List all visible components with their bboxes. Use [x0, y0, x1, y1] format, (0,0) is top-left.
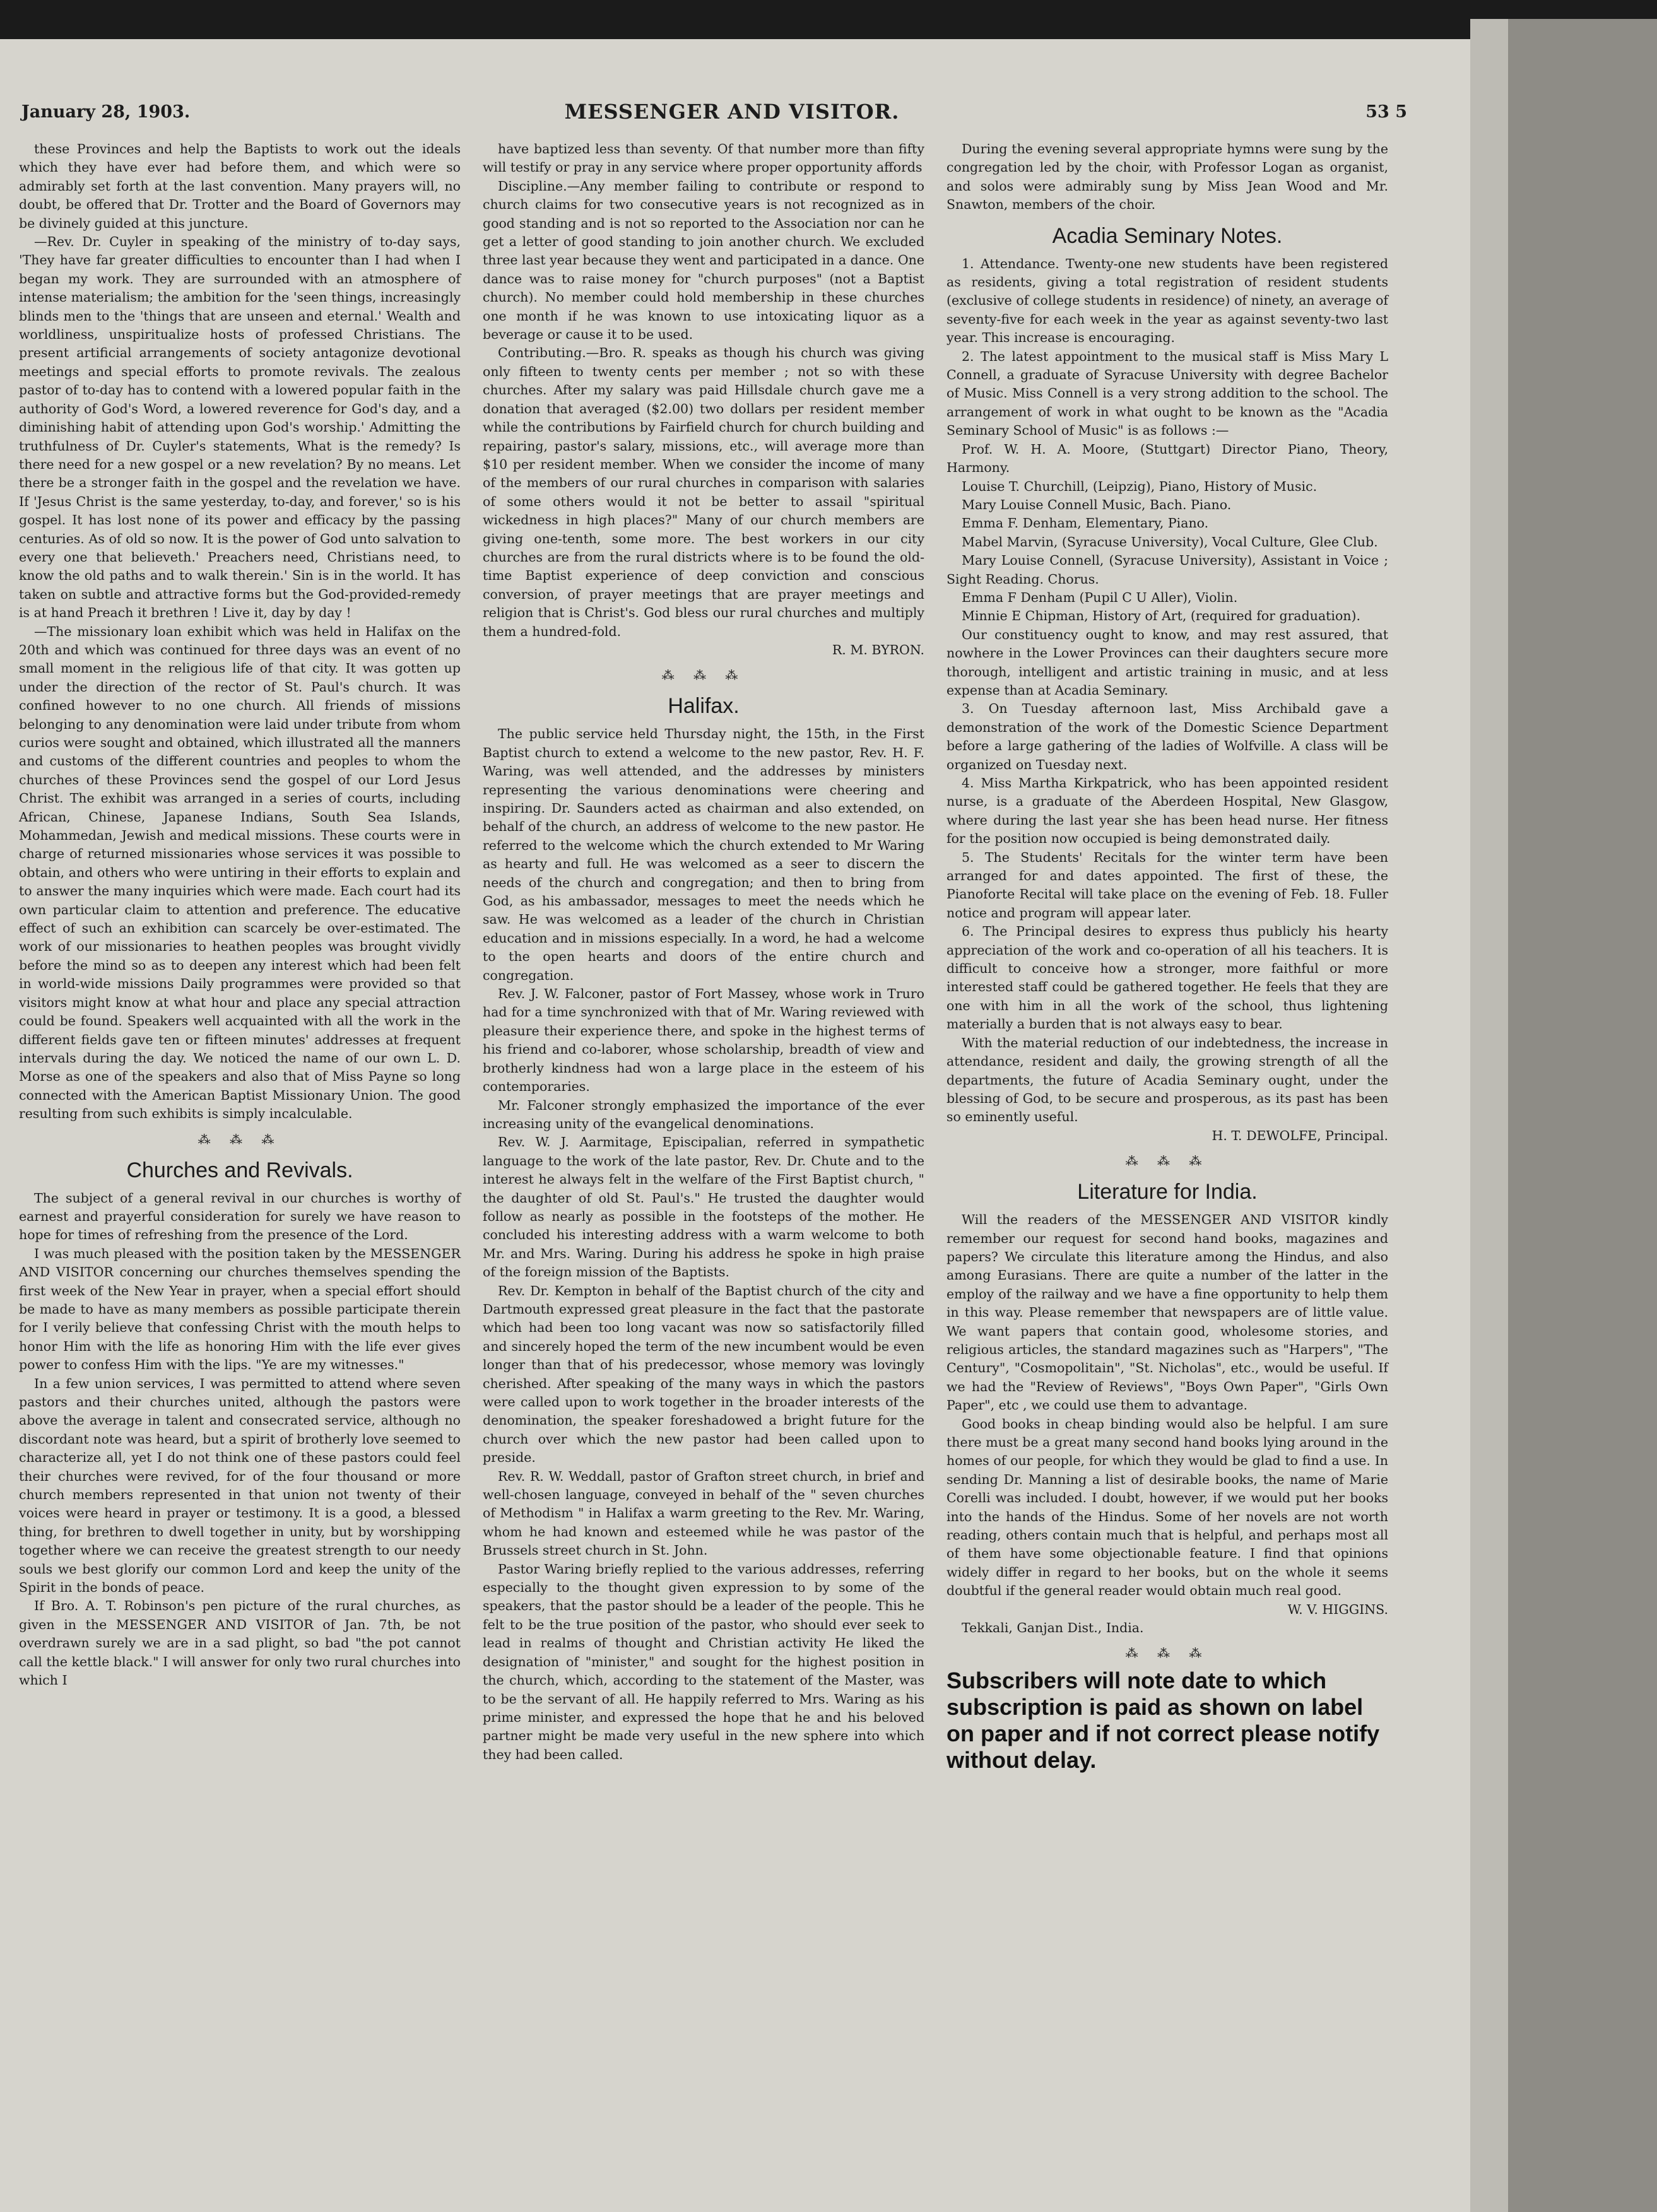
column-3 — [946, 140, 1388, 1774]
section-ornament: ⁂ ⁂ ⁂ — [1125, 1153, 1210, 1169]
paragraph: Rev. J. W. Falconer, pastor of Fort Massey, whose work in Truro had for a time synchronized with that of Mr. Waring reviewed with pleasure their experience there, and spoke in the highest terms of his friend and co-laborer, whose scholarship, breadth of view and brotherly kindness had won a large place in the esteem of his contemporaries. — [483, 986, 924, 1095]
paragraph: During the evening several appropriate hymns were sung by the congregation led by the choir, with Professor Logan as organist, and solos were admirably sung by Miss Jean Wood and Mr. Snawton, members of the choir. — [946, 141, 1388, 213]
paragraph: Contributing.—Bro. R. speaks as though his church was giving only fifteen to twenty cents per member ; not so with these churches. After my salary was paid Hillsdale church gave me a donation that averaged ($2.00) two dollars per resident member while the contributions by Fairfield church for church building and repairing, pastor's salary, missions, etc., will average more than $10 per resident member. When we consider the income of many of the members of our rural churches in comparison with salaries of some others would it not be better to assail "spiritual wickedness in high places?" Many of our church members are giving one-tenth, some more. The best workers in our city churches are from the rural districts where is to be found the old-time Baptist experience of deep conviction and conscious conversion, of prayer meetings that are prayer meetings and religion that is Christ's. God bless our rural churches and multiply them a hundred-fold. — [483, 345, 924, 639]
section-ornament: ⁂ ⁂ ⁂ — [198, 1131, 282, 1147]
staff-entry: Mabel Marvin, (Syracuse University), Vocal Culture, Glee Club. — [962, 534, 1378, 550]
page-edge — [1470, 19, 1657, 2212]
staff-entry: Prof. W. H. A. Moore, (Stuttgart) Director Piano, Theory, Harmony. — [946, 441, 1388, 476]
section-heading: Halifax. — [668, 694, 740, 719]
paragraph: 3. On Tuesday afternoon last, Miss Archibald gave a demonstration of the work of the Domestic Science Department before a large gathering of the ladies of Wolfville. A class will be organized on Tuesday next. — [946, 701, 1388, 772]
page-edge-highlight — [1470, 19, 1508, 2212]
paragraph: Rev. Dr. Kempton in behalf of the Baptist church of the city and Dartmouth expressed great pleasure in the fact that the pastorate which had been too long vacant was now so satisfactorily filled and sincerely hoped the term of the new incumbent would be even longer than that of his predecessor, whose memory was lovingly cherished. After speaking of the many ways in which the pastors were called upon to work together in the broader interests of the denomination, the speaker foreshadowed a bright future for the church over which the new pastor had been called upon to preside. — [483, 1283, 924, 1466]
paragraph: I was much pleased with the position taken by the MESSENGER AND VISITOR concerning our churches themselves spending the first week of the New Year in prayer, when a special effort should be made to have as many members as possible participate therein for I verily believe that confessing Christ with the mouth helps to honor Him with the life as honoring Him with the life ever gives power to confess Him with the lips. "Ye are my witnesses." — [19, 1245, 461, 1373]
paragraph: Mr. Falconer strongly emphasized the importance of the ever increasing unity of the evangelical denominations. — [483, 1097, 924, 1131]
section-heading: Acadia Seminary Notes. — [1052, 223, 1283, 248]
page-header — [19, 97, 1445, 135]
paragraph: 5. The Students' Recitals for the winter term have been arranged for and dates appointed. The first of these, the Pianoforte Recital will take place on the evening of Feb. 18. Fuller notice and program will appear later. — [946, 849, 1388, 921]
paragraph: Rev. W. J. Aarmitage, Episcipalian, referred in sympathetic language to the work of the late pastor, Rev. Dr. Chute and to the interest he always felt in the welfare of the First Baptist church, " the daughter of old St. Paul's." He trusted the daughter would follow as nearly as possible in the footsteps of the mother. He concluded his interesting address with a warm welcome to both Mr. and Mrs. Waring. During his address he spoke in high praise of the foreign mission of the Baptists. — [483, 1134, 924, 1280]
paragraph: Discipline.—Any member failing to contribute or respond to church claims for two consecutive years is not recognized as in good standing and is not so reported to the Association nor can he get a letter of good standing to join another church. We excluded three last year because they went and participated in a dance. One dance was to raise money for "church purposes" (not a Baptist church). No member could hold membership in these churches one month if he was known to use intoxicating liquor as a beverage or cause it to be used. — [483, 178, 924, 343]
paragraph: these Provinces and help the Baptists to work out the ideals which they have ever had before them, and which were so admirably set forth at the last convention. Many prayers will, no doubt, be offered that Dr. Trotter and the Board of Governors may be divinely guided at this juncture. — [19, 141, 461, 231]
signature: R. M. BYRON. — [832, 642, 924, 657]
paragraph: The subject of a general revival in our churches is worthy of earnest and prayerful consideration for surely we have reason to hope for times of refreshing from the presence of the Lord. — [19, 1190, 461, 1243]
staff-entry: Mary Louise Connell Music, Bach. Piano. — [962, 497, 1232, 512]
signature: W. V. HIGGINS. — [1287, 1601, 1388, 1617]
issue-date: January 28, 1903. — [21, 102, 191, 122]
paragraph: have baptized less than seventy. Of that number more than fifty will testify or pray in any service where proper opportunity affords — [483, 141, 924, 175]
paragraph: Will the readers of the MESSENGER AND VISITOR kindly remember our request for second hand books, magazines and papers? We circulate this literature among the Hindus, and also among Eurasians. There are quite a number of the latter in the employ of the railway and we have a fine opportunity to help them in this way. Please remember that newspapers are of little value. We want papers that contain good, wholesome stories, and religious articles, the standard magazines such as "Harpers", "The Century", "Cosmopolitain", "St. Nicholas", etc., would be useful. If we had the "Review of Reviews", "Boys Own Paper", "Girls Own Paper", etc , we could use them to advantage. — [946, 1212, 1388, 1413]
paragraph: —Rev. Dr. Cuyler in speaking of the ministry of to-day says, 'They have far greater difficulties to encounter than I had when I began my work. They are surrounded with an atmosphere of intense materialism; the ambition for the 'seen things, increasingly blinds men to the 'things that are unseen and eternal.' Wealth and worldliness, unspiritualize hosts of professed Christians. The present artificial arrangements of society antagonize devotional meetings and special efforts to promote revivals. The zealous pastor of to-day has to contend with a lowered popular faith in the authority of God's Word, a lowered reverence for God's day, and a diminishing habit of attending upon God's worship.' Admitting the truthfulness of Dr. Cuyler's statements, What is the remedy? Is there need for a new gospel or a new revelation? By no means. Let there be a stronger faith in the gospel and the revelation we have. If 'Jesus Christ is the same yesterday, to-day, and forever,' so is his gospel. It has lost none of its power and efficacy by the passing centuries. As of old so now. It is the power of God unto salvation to every one that believeth.' Preachers need, Christians need, to know the old paths and to walk therein.' Sin is in the world. It has taken on subtle and attractive forms but the God-provided-remedy is at hand Preach it brethren ! Live it, day by day ! — [19, 234, 461, 621]
signature: H. T. DEWOLFE, Principal. — [1212, 1127, 1388, 1143]
section-ornament: ⁂ ⁂ ⁂ — [1125, 1645, 1210, 1661]
section-heading: Churches and Revivals. — [126, 1158, 353, 1182]
paragraph: —The missionary loan exhibit which was held in Halifax on the 20th and which was continued for three days was an event of no small moment in the religious life of that city. It was gotten up under the direction of the rector of St. Paul's church. It was confined however to no one church. All friends of missions belonging to any denomination were laid under tribute from whom curios were sought and obtained, which illustrated all the manners and customs of the different countries and peoples to whom the churches of these Provinces send the gospel of our Lord Jesus Christ. The exhibit was arranged in a series of courts, including African, Chinese, Japanese Indians, South Sea Islands, Mohammedan, Jewish and medical missions. These courts were in charge of returned missionaries whose services it was possible to obtain, and others who were untiring in their efforts to explain and to answer the many inquiries which were made. Each court had its own particular claim to attention and preference. The educative effect of such an exhibition can scarcely be over-estimated. The work of our missionaries to heathen peoples was brought vividly before the mind so as to deepen any interest which had been felt in world-wide missions Daily programmes were provided so that visitors might know at what hour and place any special attraction could be found. Speakers well acquainted with all the work in the different fields gave ten or fifteen minutes' addresses at frequent intervals during the day. We noticed the name of our own L. D. Morse as one of the speakers and also that of Miss Payne so long connected with the American Baptist Missionary Union. The good resulting from such exhibits is simply incalculable. — [19, 623, 461, 1122]
paragraph: The public service held Thursday night, the 15th, in the First Baptist church to extend a welcome to the new pastor, Rev. H. F. Waring, was well attended, and the addresses by ministers representing the various denominations were cheering and inspiring. Dr. Saunders acted as chairman and also extended, on behalf of the church, an address of welcome to the new pastor. He referred to the welcome which the church extended to Mr Waring as hearty and full. He was welcomed as a seer to discern the needs of the church and congregation; and then to bring from God, as his ambassador, messages to meet the needs which he saw. He was welcomed as a leader of the church in Christian education and in missions especially. In a word, he had a welcome to the open hearts and doors of the entire church and congregation. — [483, 726, 924, 983]
staff-entry: Emma F Denham (Pupil C U Aller), Violin. — [962, 589, 1238, 605]
section-ornament: ⁂ ⁂ ⁂ — [661, 668, 746, 683]
paragraph: 4. Miss Martha Kirkpatrick, who has been appointed resident nurse, is a graduate of the Aberdeen Hospital, New Glasgow, where during the last year she has been head nurse. Her fitness for the position now occupied is being demonstrated daily. — [946, 775, 1388, 847]
dateline: Tekkali, Ganjan Dist., India. — [962, 1620, 1144, 1636]
staff-entry: Minnie E Chipman, History of Art, (required for graduation). — [962, 608, 1361, 624]
section-heading: Literature for India. — [1077, 1180, 1258, 1204]
staff-entry: Emma F. Denham, Elementary, Piano. — [962, 515, 1209, 531]
subscription-notice: Subscribers will note date to which subscription is paid as shown on label on paper and if not correct please notify without delay. — [946, 1668, 1380, 1774]
column-1 — [19, 140, 461, 1690]
paragraph: 6. The Principal desires to express thus publicly his hearty appreciation of the work and co-operation of all his teachers. It is difficult to conceive how a stronger, more faithful or more interested staff could be gathered together. He feels that they are one with him in all the work of the school, thus lightening materially a burden that is not always easy to bear. — [946, 924, 1388, 1032]
paragraph: 1. Attendance. Twenty-one new students have been registered as residents, giving a total registration of resident students (exclusive of college students in residence) of ninety, an average of seventy-five for each week in the year as against seventy-two last year. This increase is encouraging. — [946, 256, 1388, 346]
paragraph: Pastor Waring briefly replied to the various addresses, referring especially to the thought given expression to by some of the speakers, that the pastor should be a leader of the people. This he felt to be the true position of the pastor, who should ever seek to lead in realms of thought and Christian activity He liked the designation of "minister," and sought for the highest position in the church, which, according to the statement of the Master, was to be the servant of all. He happily referred to Mrs. Waring as his prime minister, and expressed the hope that he and his beloved partner might be made very useful in the new sphere into which they had been called. — [483, 1561, 924, 1762]
staff-entry: Mary Louise Connell, (Syracuse University), Assistant in Voice ; Sight Reading. Chorus. — [946, 553, 1388, 587]
paragraph: Good books in cheap binding would also be helpful. I am sure there must be a great many second hand books lying around in the homes of our people, for which they would be glad to find a use. In sending Dr. Manning a list of desirable books, the name of Marie Corelli was included. I doubt, however, if we would put her books into the hands of the Hindus. Some of her novels are not worth reading, others contain much that is helpful, and perhaps most all of them have some objectionable feature. I find that opinions widely differ in regard to her books, but on the whole it seems doubtful if the general reader would obtain much real good. — [946, 1416, 1388, 1599]
staff-entry: Louise T. Churchill, (Leipzig), Piano, History of Music. — [962, 478, 1318, 494]
paragraph: Our constituency ought to know, and may rest assured, that nowhere in the Lower Provinces can their daughters secure more thorough, intelligent and artistic training in music, and at less expense than at Acadia Seminary. — [946, 627, 1388, 698]
paragraph: 2. The latest appointment to the musical staff is Miss Mary L Connell, a graduate of Syracuse University with degree Bachelor of Music. Miss Connell is a very strong addition to the school. The arrangement of work in what ought to be known as the "Acadia Seminary School of Music" is as follows :— — [946, 348, 1388, 438]
paragraph: Rev. R. W. Weddall, pastor of Grafton street church, in brief and well-chosen language, conveyed in behalf of the " seven churches of Methodism " in Halifax a warm greeting to the Rev. Mr. Waring, whom he had known and esteemed while he was pastor of the Brussels street church in St. John. — [483, 1468, 924, 1558]
masthead-title: MESSENGER AND VISITOR. — [564, 100, 900, 124]
newspaper-page — [0, 39, 1470, 2212]
paragraph: With the material reduction of our indebtedness, the increase in attendance, resident and daily, the growing strength of all the departments, the future of Acadia Seminary ought, under the blessing of God, to be secure and prosperous, as its past has been so eminently useful. — [946, 1035, 1388, 1125]
paragraph: In a few union services, I was permitted to attend where seven pastors and their churches united, although the pastors were above the average in talent and consecrated service, although no discordant note was heard, but a spirit of brotherly love seemed to characterize all, yet I do not think one of these pastors could feel their churches were revived, for of the four thousand or more church members represented in that union not twenty of their voices were heard in prayer or testimony. It is a good, a blessed thing, for brethren to dwell together in unity, but by worshipping together where we can receive the greatest strength to our needy souls we best glorify our common Lord and keep the unity of the Spirit in the bonds of peace. — [19, 1375, 461, 1596]
paragraph: If Bro. A. T. Robinson's pen picture of the rural churches, as given in the MESSENGER AND VISITOR of Jan. 7th, be not overdrawn surely we are in a sad plight, so bad "the pot cannot call the kettle black." I will answer for only two rural churches into which I — [19, 1598, 461, 1688]
column-2 — [483, 140, 924, 1764]
page-number: 53 5 — [1365, 102, 1407, 122]
